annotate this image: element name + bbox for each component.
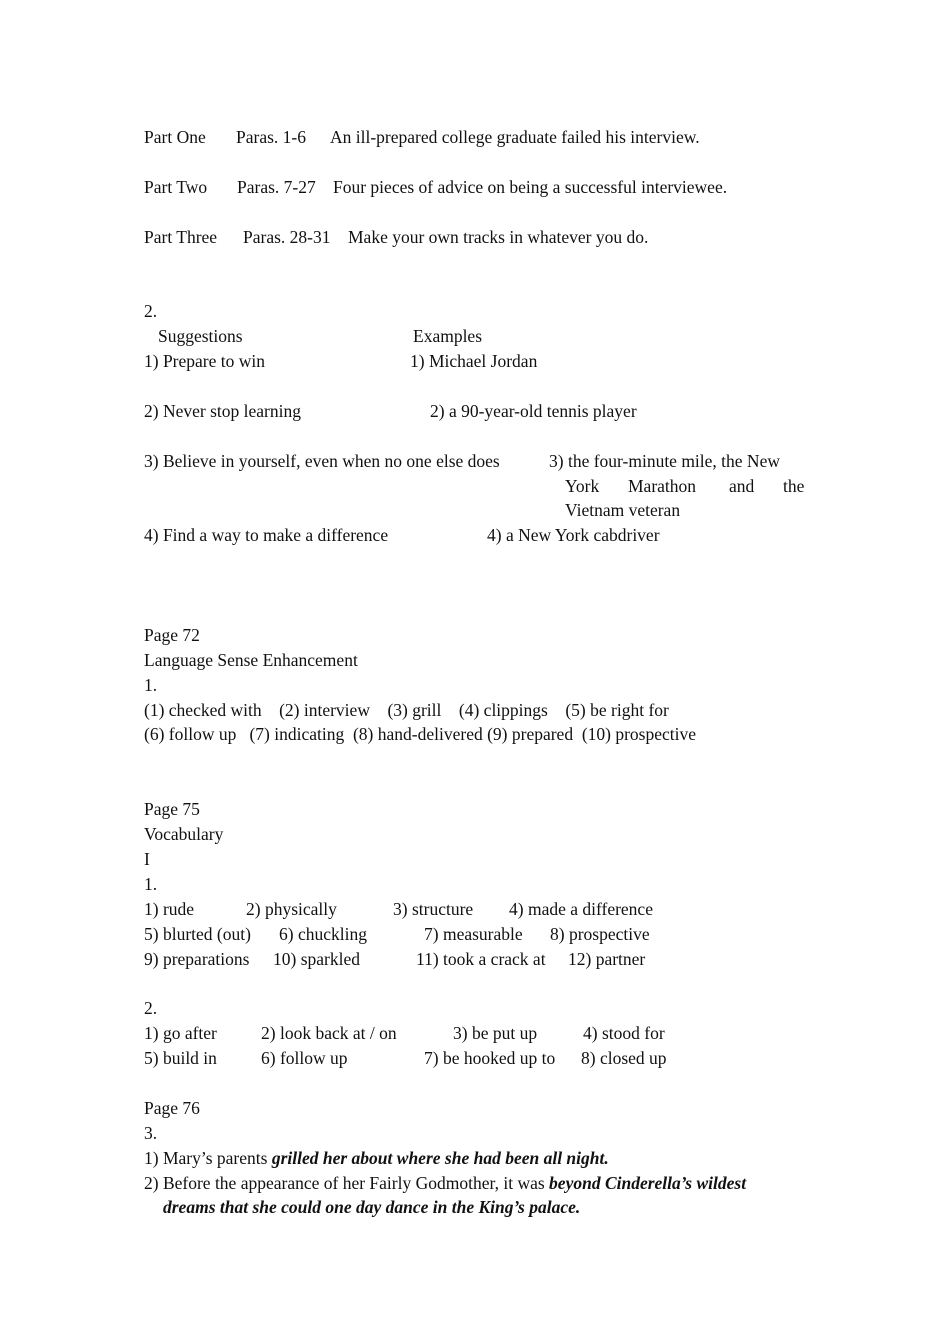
part-one-paras: Paras. 1-6 [236,127,306,147]
vocab-2-answer: 5) build in [144,1048,217,1068]
page-72-answers-line-2: (6) follow up (7) indicating (8) hand-delivered (9) prepared (10) prospective [144,724,697,744]
vocab-2-answer: 2) look back at / on [261,1023,397,1043]
example-3-word-marathon: Marathon [628,476,697,496]
part-three-name: Part Three [144,227,218,247]
vocab-1-answer: 2) physically [246,899,337,919]
sentence-2-bold-1: beyond Cinderella’s wildest [549,1173,747,1193]
page-75-number-2: 2. [144,998,158,1018]
page-72-label: Page 72 [144,625,200,645]
example-3-word-the: the [783,476,805,496]
page-72-title: Language Sense Enhancement [144,650,358,670]
vocab-2-answer: 6) follow up [261,1048,348,1068]
page-75-roman: I [144,849,150,869]
vocab-2-answer: 4) stood for [583,1023,665,1043]
suggestion-4: 4) Find a way to make a difference [144,525,389,545]
examples-header: Examples [413,326,483,346]
vocab-2-answer: 7) be hooked up to [424,1048,556,1068]
page-76-label: Page 76 [144,1098,200,1118]
page-75-label: Page 75 [144,799,200,819]
vocab-1-answer: 4) made a difference [509,899,653,919]
sentence-1-plain: 1) Mary’s parents [144,1148,272,1168]
vocab-1-answer: 9) preparations [144,949,250,969]
vocab-1-answer: 7) measurable [424,924,523,944]
example-4: 4) a New York cabdriver [487,525,660,545]
page-75-number-1: 1. [144,874,158,894]
vocab-1-answer: 8) prospective [550,924,650,944]
suggestion-2: 2) Never stop learning [144,401,301,421]
page-72-number: 1. [144,675,158,695]
example-2: 2) a 90-year-old tennis player [430,401,637,421]
part-one-desc: An ill-prepared college graduate failed his interview. [330,127,700,147]
part-two-paras: Paras. 7-27 [237,177,316,197]
sentence-2-plain: 2) Before the appearance of her Fairly Godmother, it was [144,1173,550,1193]
suggestion-1: 1) Prepare to win [144,351,266,371]
page-72-answers-line-1: (1) checked with (2) interview (3) grill (4) clippings (5) be right for [144,700,669,720]
part-three-desc: Make your own tracks in whatever you do. [348,227,649,247]
page-76-number: 3. [144,1123,158,1143]
page-75-title: Vocabulary [144,824,224,844]
example-3-word-and: and [729,476,755,496]
vocab-1-answer: 12) partner [568,949,646,969]
example-1: 1) Michael Jordan [410,351,538,371]
sentence-2-line-2: dreams that she could one day dance in the King’s palace. [163,1197,581,1217]
part-two-name: Part Two [144,177,208,197]
suggestions-header: Suggestions [158,326,243,346]
part-two-desc: Four pieces of advice on being a successful interviewee. [333,177,728,197]
suggestion-3: 3) Believe in yourself, even when no one else does [144,451,500,471]
vocab-1-answer: 3) structure [393,899,474,919]
vocab-2-answer: 3) be put up [453,1023,538,1043]
vocab-1-answer: 11) took a crack at [416,949,546,969]
part-three-paras: Paras. 28-31 [243,227,331,247]
sentence-1 [144,1147,609,1169]
sentence-2-line-1 [144,1172,746,1194]
section-2-number: 2. [144,301,158,321]
vocab-1-answer: 1) rude [144,899,195,919]
vocab-2-answer: 8) closed up [581,1048,667,1068]
vocab-1-answer: 6) chuckling [279,924,367,944]
example-3-line-1: 3) the four-minute mile, the New [549,451,780,471]
vocab-1-answer: 10) sparkled [273,949,360,969]
vocab-2-answer: 1) go after [144,1023,217,1043]
part-one-name: Part One [144,127,206,147]
vocab-1-answer: 5) blurted (out) [144,924,251,944]
sentence-1-bold: grilled her about where she had been all night. [271,1148,609,1168]
example-3-line-3: Vietnam veteran [565,500,681,520]
example-3-word-york: York [565,476,600,496]
